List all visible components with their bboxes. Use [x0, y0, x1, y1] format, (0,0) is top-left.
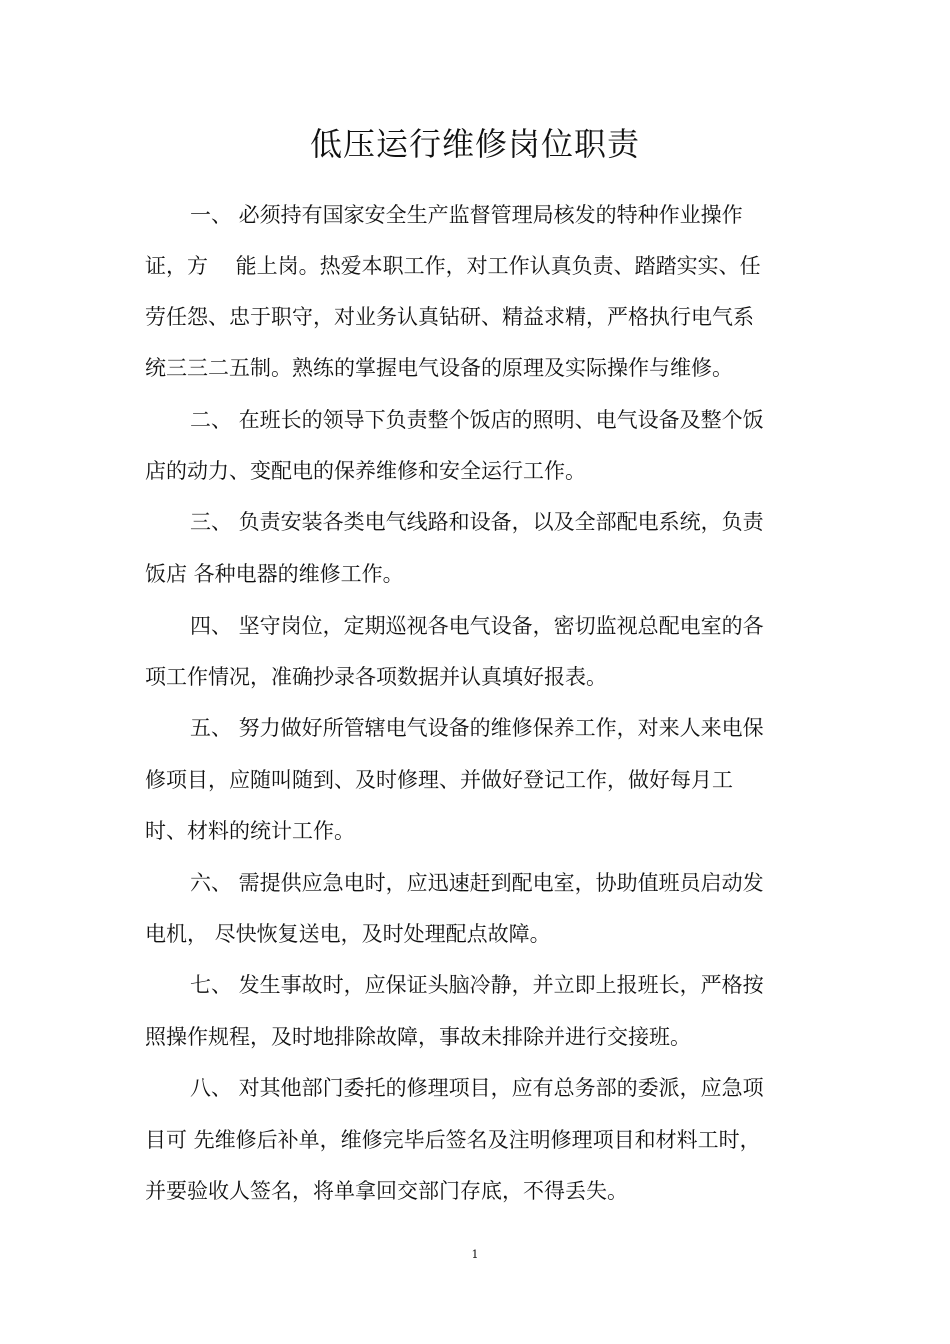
document-title: 低压运行维修岗位职责 — [309, 125, 640, 163]
paragraph-1-line-1: 一、 必须持有国家安全生产监督管理局核发的特种作业操作 — [190, 203, 743, 227]
paragraph-7-line-2: 照操作规程，及时地排除故障，事故未排除并进行交接班。 — [145, 1025, 691, 1049]
paragraph-3-line-1: 三、 负责安装各类电气线路和设备，以及全部配电系统，负责 — [190, 510, 764, 534]
paragraph-2-line-1: 二、 在班长的领导下负责整个饭店的照明、电气设备及整个饭 — [190, 408, 764, 432]
page-number: 1 — [471, 1248, 479, 1261]
paragraph-7-line-1: 七、 发生事故时，应保证头脑冷静，并立即上报班长，严格按 — [190, 973, 764, 997]
paragraph-5-line-1: 五、 努力做好所管辖电气设备的维修保养工作，对来人来电保 — [190, 716, 764, 740]
paragraph-8-line-3: 并要验收人签名，将单拿回交部门存底，不得丢失。 — [145, 1179, 628, 1203]
paragraph-1-line-3: 劳任怨、忠于职守，对业务认真钻研、精益求精，严格执行电气系 — [145, 305, 754, 329]
paragraph-1-line-2: 证，方 能上岗。热爱本职工作，对工作认真负责、踏踏实实、任 — [145, 254, 761, 278]
paragraph-6-line-2: 电机， 尽快恢复送电，及时处理配点故障。 — [145, 922, 551, 946]
paragraph-5-line-3: 时、材料的统计工作。 — [145, 819, 355, 843]
paragraph-6-line-1: 六、 需提供应急电时，应迅速赶到配电室，协助值班员启动发 — [190, 871, 764, 895]
paragraph-4-line-2: 项工作情况，准确抄录各项数据并认真填好报表。 — [145, 665, 607, 689]
paragraph-4-line-1: 四、 坚守岗位，定期巡视各电气设备，密切监视总配电室的各 — [190, 614, 764, 638]
paragraph-5-line-2: 修项目，应随叫随到、及时修理、并做好登记工作，做好每月工 — [145, 768, 733, 792]
paragraph-3-line-2: 饭店 各种电器的维修工作。 — [145, 562, 404, 586]
paragraph-8-line-2: 目可 先维修后补单，维修完毕后签名及注明修理项目和材料工时， — [145, 1128, 761, 1152]
paragraph-2-line-2: 店的动力、变配电的保养维修和安全运行工作。 — [145, 459, 586, 483]
paragraph-1-line-4: 统三三二五制。熟练的掌握电气设备的原理及实际操作与维修。 — [145, 356, 733, 380]
paragraph-8-line-1: 八、 对其他部门委托的修理项目，应有总务部的委派，应急项 — [190, 1076, 764, 1100]
